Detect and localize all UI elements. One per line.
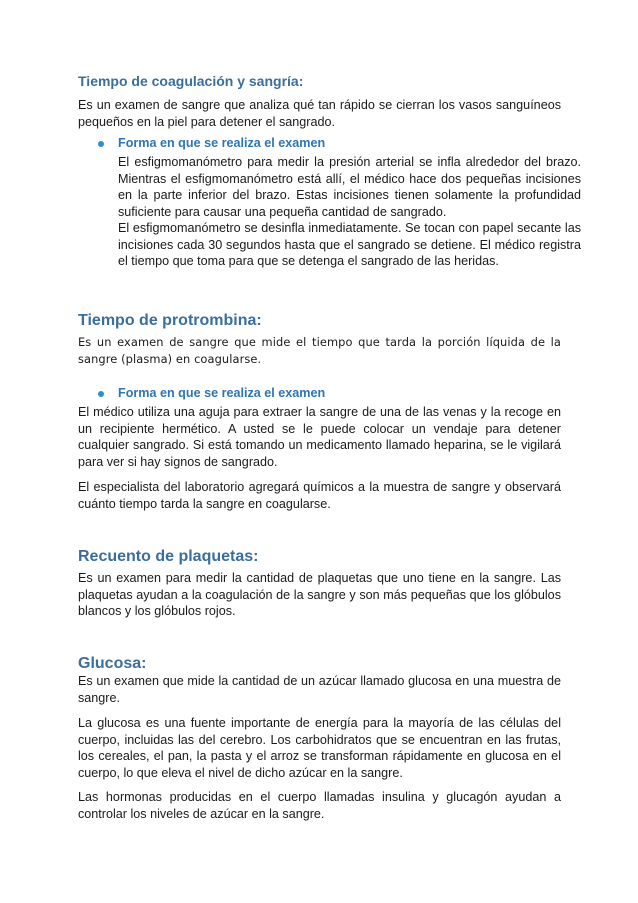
paragraph-protrombina-1: El médico utiliza una aguja para extraer la sangre de una de las venas y la recoge en un recipiente hermético. A usted se le puede colocar un vendaje para detener cualquier sangrado. Si está tomando un medicamento llamado heparina, se le vigilará para ver si hay signos de sangrado. bbox=[78, 405, 561, 469]
paragraph-protrombina-intro: Es un examen de sangre que mide el tiempo que tarda la porción líquida de la sangre (plasma) en coagularse. bbox=[78, 335, 561, 366]
bullet-dot-icon bbox=[98, 391, 104, 397]
bullet-title-protrombina: Forma en que se realiza el examen bbox=[118, 386, 326, 400]
paragraph-glucosa-2: La glucosa es una fuente importante de energía para la mayoría de las células del cuerpo, incluidas las del cerebro. Los carbohidratos que se encuentran en las frutas, los cereales, el pan, la pasta y el arroz se transforman rápidamente en glucosa en el cuerpo, lo que eleva el nivel de dicho azúcar en la sangre. bbox=[78, 716, 561, 780]
heading-protrombina: Tiempo de protrombina: bbox=[78, 312, 262, 329]
heading-coagulacion: Tiempo de coagulación y sangría: bbox=[78, 73, 304, 89]
paragraph-glucosa-3: Las hormonas producidas en el cuerpo llamadas insulina y glucagón ayudan a controlar los niveles de azúcar en la sangre. bbox=[78, 790, 561, 821]
paragraph-glucosa-1: Es un examen que mide la cantidad de un azúcar llamado glucosa en una muestra de sangre. bbox=[78, 674, 561, 705]
paragraph-coagulacion-intro: Es un examen de sangre que analiza qué tan rápido se cierran los vasos sanguíneos pequeños en la piel para detener el sangrado. bbox=[78, 98, 561, 129]
paragraph-coagulacion-bullet-1: El esfigmomanómetro para medir la presión arterial se infla alrededor del brazo. Mientras el esfigmomanómetro está allí, el médico hace dos pequeñas incisiones en la parte inferior del brazo. Estas incisiones tienen solamente la profundidad suficiente para causar una pequeña cantidad de sangrado. bbox=[118, 155, 581, 219]
bullet-body-coagulacion bbox=[118, 154, 581, 270]
heading-glucosa: Glucosa: bbox=[78, 655, 147, 672]
paragraph-coagulacion-bullet-2: El esfigmomanómetro se desinfla inmediatamente. Se tocan con papel secante las incisiones cada 30 segundos hasta que el sangrado se detiene. El médico registra el tiempo que toma para que se detenga el sangrado de las heridas. bbox=[118, 221, 581, 268]
heading-plaquetas: Recuento de plaquetas: bbox=[78, 548, 259, 565]
paragraph-plaquetas-1: Es un examen para medir la cantidad de plaquetas que uno tiene en la sangre. Las plaquetas ayudan a la coagulación de la sangre y son más pequeñas que los glóbulos blancos y los glóbulos rojos. bbox=[78, 571, 561, 618]
bullet-title-coagulacion: Forma en que se realiza el examen bbox=[118, 136, 326, 150]
bullet-dot-icon bbox=[98, 141, 104, 147]
paragraph-protrombina-2: El especialista del laboratorio agregará químicos a la muestra de sangre y observará cuánto tiempo tarda la sangre en coagularse. bbox=[78, 480, 561, 511]
